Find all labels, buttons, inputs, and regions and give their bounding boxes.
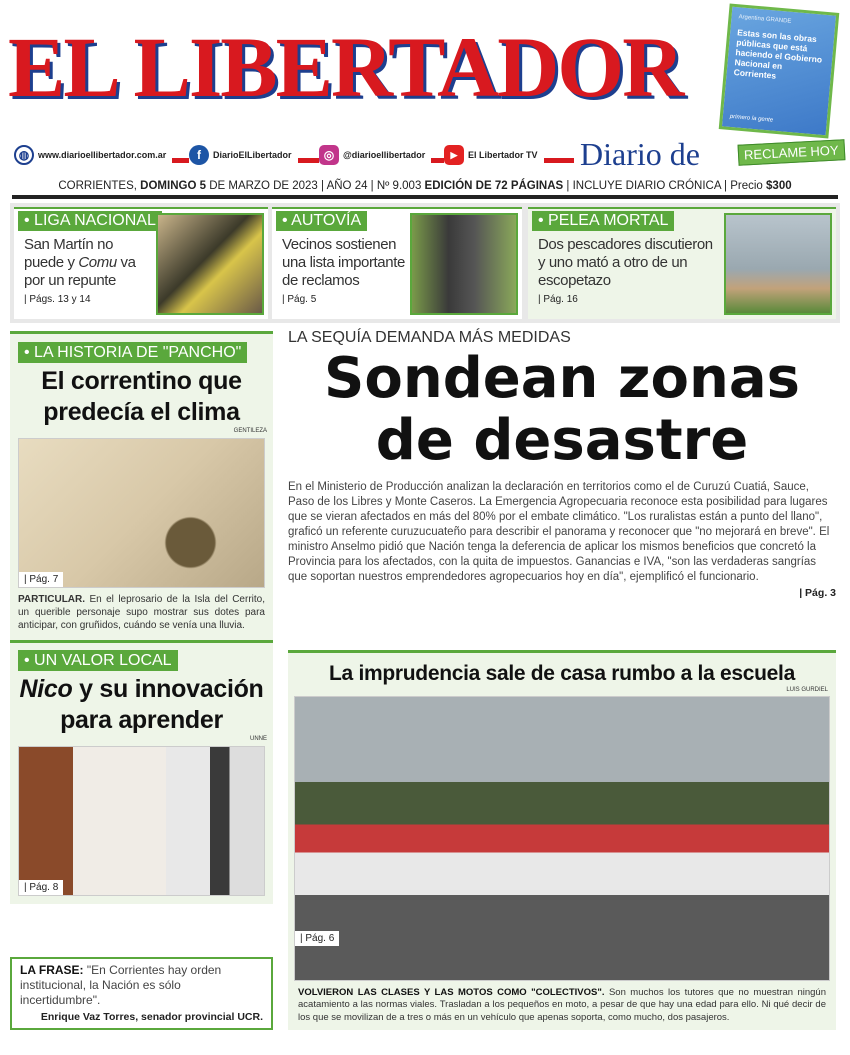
dateline-includes: | INCLUYE DIARIO CRÓNICA | Precio — [566, 180, 763, 192]
masthead-logo: EL LIBERTADOR — [8, 19, 683, 115]
teaser-page: | Pág. 16 — [538, 294, 578, 305]
teaser-page: | Pág. 5 — [282, 294, 317, 305]
pancho-photo — [18, 438, 265, 588]
photo-credit: GENTILEZA — [233, 428, 267, 434]
photo-caption: VOLVIERON LAS CLASES Y LAS MOTOS COMO "COLECTIVOS". Son muchos los tutores que no muestran ningún acatamiento a las normas viales. Trasladan a los pequeños en moto, a pesar de que hay una edad para ello. Ni qué decir de los que se movilizan de a tres o más en un vehículo que apenas soporta, como mucho, dos pasajeros. — [298, 986, 826, 1023]
headline[interactable]: El correntino que predecía el clima — [41, 367, 242, 426]
main-story — [288, 328, 836, 646]
promo-brand: Argentina GRANDE — [738, 14, 792, 25]
teaser-label: • PELEA MORTAL — [532, 211, 674, 231]
quote-text: LA FRASE: "En Corrientes hay orden institucional, la Nación es sólo incertidumbre". — [20, 963, 222, 1007]
teaser-autovia[interactable] — [272, 207, 522, 319]
website-label: www.diarioellibertador.com.ar — [38, 150, 167, 160]
youtube-link[interactable] — [444, 145, 544, 165]
header-rule — [12, 195, 838, 199]
left-column — [10, 331, 273, 1030]
promo-footer: primero la gente — [729, 113, 774, 124]
quote-box — [10, 957, 273, 1030]
section-label: • UN VALOR LOCAL — [18, 650, 178, 671]
photo-credit: UNNE — [249, 736, 267, 742]
motorcycle-street-photo — [294, 696, 830, 981]
river-boat-photo — [724, 213, 832, 315]
basketball-photo — [156, 213, 264, 315]
youtube-icon: ▶ — [444, 145, 464, 165]
page-ref: | Pág. 7 — [19, 572, 63, 587]
teaser-label: • LIGA NACIONAL — [18, 211, 162, 231]
reclame-hoy-button[interactable]: RECLAME HOY — [738, 139, 846, 166]
teaser-label: • AUTOVÍA — [276, 211, 367, 231]
headline[interactable]: Nico y su innovación para aprender — [19, 675, 264, 734]
instagram-icon: ◎ — [319, 145, 339, 165]
nico-photo — [18, 746, 265, 896]
page-ref: | Pág. 3 — [799, 587, 836, 599]
story-imprudencia — [288, 650, 836, 1030]
instagram-link[interactable] — [319, 145, 431, 165]
photo-credit: LUIS GURDIEL — [786, 687, 828, 693]
facebook-label: DiarioElLibertador — [213, 150, 292, 160]
quote-author: Enrique Vaz Torres, senador provincial UCR. — [40, 1011, 263, 1023]
page-ref: | Pág. 8 — [19, 880, 63, 895]
dateline-city: CORRIENTES, — [58, 180, 137, 192]
dateline-price: $300 — [766, 180, 792, 192]
story-nico — [10, 640, 273, 904]
story-pancho — [10, 331, 273, 640]
instagram-label: @diarioellibertador — [343, 150, 426, 160]
facebook-link[interactable] — [189, 145, 298, 165]
dateline-day: DOMINGO 5 — [140, 180, 206, 192]
headline[interactable]: La imprudencia sale de casa rumbo a la escuela — [329, 662, 795, 685]
website-link[interactable] — [14, 145, 172, 165]
dateline-date: DE MARZO DE 2023 | AÑO 24 | Nº 9.003 — [209, 180, 422, 192]
youtube-label: El Libertador TV — [468, 150, 538, 160]
highway-photo — [410, 213, 518, 315]
section-label: • LA HISTORIA DE "PANCHO" — [18, 342, 247, 363]
globe-icon: ◍ — [14, 145, 34, 165]
dateline-edition: EDICIÓN DE 72 PÁGINAS — [424, 180, 564, 192]
teaser-liga-nacional[interactable] — [14, 207, 268, 319]
dateline — [0, 180, 850, 192]
social-bar — [14, 145, 574, 167]
teaser-row — [10, 203, 840, 323]
main-body: En el Ministerio de Producción analizan la declaración en territorios como el de Curuzú Cuatiá, Sauce, Paso de los Libres y Monte Caseros. La Emergencia Agropecuaria reconoce esta posibilidad para lugares que se vieran afectados en más del 80% por el embate climático. "Los ruralistas están a punto del llano", graficó un referente curuzucuateño para describir el panorama y reconocer que "no mejorará en breve". El ministro Anselmo pidió que Nación tenga la deferencia de aplicar los mismos beneficios que concretó la Provincia para los afectados, con la quita de impuestos. Ganancias e IVA, "son las verdaderas sangrías que soportan nuestros emprendedores agropecuarios hoy en día", ejemplificó el funcionario. — [288, 481, 830, 583]
teaser-page: | Págs. 13 y 14 — [24, 294, 91, 305]
main-headline[interactable]: Sondean zonas de desastre — [324, 346, 800, 473]
facebook-icon: f — [189, 145, 209, 165]
teaser-pelea-mortal[interactable] — [528, 207, 836, 319]
photo-caption: PARTICULAR. En el leprosario de la Isla del Cerrito, un querible personaje supo mostrar sus dotes para anticipar, con gruñidos, cuándo se venía una lluvia. — [18, 594, 265, 631]
teaser-text: San Martín no puede y Comu va por un repunte — [24, 236, 136, 289]
promo-title: Estas son las obras públicas que está haciendo el Gobierno Nacional en Corrientes — [733, 27, 823, 81]
page-ref: | Pág. 6 — [295, 931, 339, 946]
teaser-text: Vecinos sostienen una lista importante de reclamos — [282, 236, 405, 289]
main-kicker: LA SEQUÍA DEMANDA MÁS MEDIDAS — [288, 329, 571, 346]
promo-ad[interactable] — [719, 3, 840, 138]
teaser-text: Dos pescadores discutieron y uno mató a otro de un escopetazo — [538, 236, 713, 289]
masthead-subtitle: Diario de — [580, 136, 700, 172]
